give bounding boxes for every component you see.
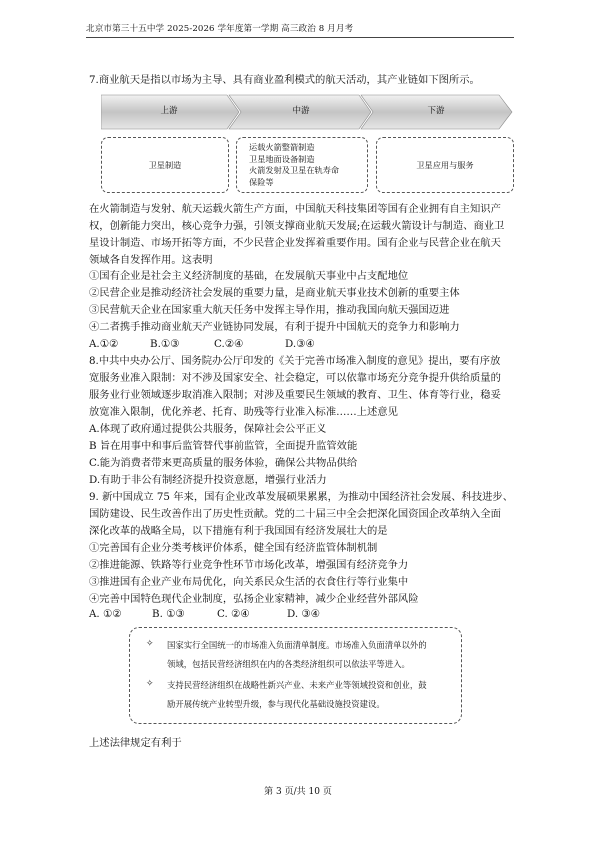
midstream-box [236, 137, 368, 193]
downstream-box [376, 137, 514, 193]
q9-answer-d: D. ③④ [287, 608, 320, 620]
q8-stem-line: 宽服务业准入限制：对不涉及国家安全、社会稳定，可以依靠市场充分竞争提升供给质量的 [89, 372, 501, 384]
stage-midstream-label: 中游 [292, 106, 310, 116]
q7-body-line: 在火箭制造与发射、航天运载火箭生产方面，中国航天科技集团等国有企业拥有自主知识产 [89, 203, 501, 215]
q8-option-c: C.能为消费者带来更高质量的服务体验，确保公共物品供给 [89, 457, 358, 469]
q7-option: ④二者携手推动商业航天产业链协同发展，有利于提升中国航天的竞争力和影响力 [89, 321, 460, 333]
q7-answer-b: B.①③ [150, 338, 180, 350]
q9-answer-b: B. ①③ [152, 608, 185, 620]
q9-stem-line: 9. 新中国成立 75 年来，国有企业改革发展硕果累累，为推动中国经济社会发展、科技进步、 [89, 491, 514, 503]
midstream-item: 运载火箭整箭制造 [249, 142, 315, 152]
policy-line: 支持民营经济组织在战略性新兴产业、未来产业等领域投资和创业，鼓 [167, 680, 427, 690]
q7-answer-c: C.②④ [214, 338, 244, 350]
q7-option: ②民营企业是推动经济社会发展的重要力量，是商业航天事业技术创新的重要主体 [89, 287, 460, 299]
policy-line: 国家实行全国统一的市场准入负面清单制度。市场准入负面清单以外的 [167, 640, 427, 650]
page-number: 第 3 页/共 10 页 [264, 787, 332, 797]
stage-downstream-label: 下游 [427, 106, 445, 116]
q9-option: ①完善国有企业分类考核评价体系，健全国有经济监管体制机制 [89, 542, 378, 554]
exam-header: 北京市第三十五中学 2025-2026 学年度第一学期 高三政治 8 月月考 [86, 22, 514, 38]
q7-stem: 7.商业航天是指以市场为主导、具有商业盈利模式的航天活动，其产业链如下图所示。 [89, 74, 480, 86]
bullet-icon: ✧ [146, 679, 154, 689]
midstream-item: 卫星地面设备制造 [249, 153, 315, 164]
q8-option-b: B 旨在用事中和事后监管替代事前监管，全面提升监管效能 [89, 440, 358, 452]
midstream-item: 火箭发射及卫星在轨寿命 [249, 165, 340, 175]
q7-body-line: 领域各自发挥作用。这表明 [89, 254, 213, 266]
q8-stem-line: 服务业行业领域逐步取消准入限制；对涉及重要民生领域的教育、卫生、体育等行业，稳妥 [89, 389, 501, 401]
q9-stem-line: 国防建设、民生改善作出了历史性贡献。党的二十届三中全会把深化国资国企改革纳入全面 [89, 508, 501, 520]
stage-upstream-label: 上游 [160, 106, 178, 116]
q7-answer-a: A.①② [89, 338, 119, 350]
upstream-box [101, 137, 229, 193]
q10-tail: 上述法律规定有利于 [89, 737, 182, 749]
q7-option: ③民营航天企业在国家重大航天任务中发挥主导作用，推动我国向航天强国迈进 [89, 304, 450, 316]
upstream-text: 卫星制造 [148, 159, 182, 170]
q7-answer-d: D.③④ [285, 338, 315, 350]
q9-option: ②推进能源、铁路等行业竞争性环节市场化改革，增强国有经济竞争力 [89, 559, 409, 571]
q7-option: ①国有企业是社会主义经济制度的基础，在发展航天事业中占支配地位 [89, 270, 409, 282]
policy-line: 领域，包括民营经济组织在内的各类经济组织可以依法平等进入。 [167, 659, 410, 669]
midstream-item: 保险等 [249, 176, 274, 187]
bullet-icon: ✧ [146, 639, 154, 649]
industry-chain-diagram [101, 92, 514, 198]
q9-answer-c: C. ②④ [217, 608, 250, 620]
policy-line: 励开展传统产业转型升级，参与现代化基础设施投资建设。 [167, 699, 385, 709]
q8-option-d: D.有助于非公有制经济提升投资意愿，增强行业活力 [89, 474, 327, 486]
q8-stem-line: 8.中共中央办公厅、国务院办公厅印发的《关于完善市场准入制度的意见》提出，要有序放 [89, 355, 501, 367]
q9-option: ③推进国有企业产业布局优化，向关系民众生活的衣食住行等行业集中 [89, 576, 409, 588]
q7-body-line: 权，创新能力突出，核心竞争力强，引领支撑商业航天发展;在运载火箭设计与制造、商业卫 [89, 220, 505, 232]
q9-stem-line: 深化改革的战略全局，以下措施有利于我国国有经济发展壮大的是 [89, 525, 388, 537]
law-excerpt-box [129, 627, 462, 724]
q8-option-a: A.体现了政府通过提供公共服务，保障社会公平正义 [89, 423, 327, 435]
downstream-text: 卫星应用与服务 [416, 159, 474, 170]
q8-stem-line: 放宽准入限制，优化养老、托育、助残等行业准入标准……上述意见 [89, 406, 398, 418]
q7-body-line: 星设计制造、市场开拓等方面，不少民营企业发挥着重要作用。国有企业与民营企业在航天 [89, 237, 501, 249]
q9-option: ④完善中国特色现代企业制度，弘扬企业家精神，减少企业经营外部风险 [89, 593, 419, 605]
q9-answer-a: A. ①② [89, 608, 122, 620]
